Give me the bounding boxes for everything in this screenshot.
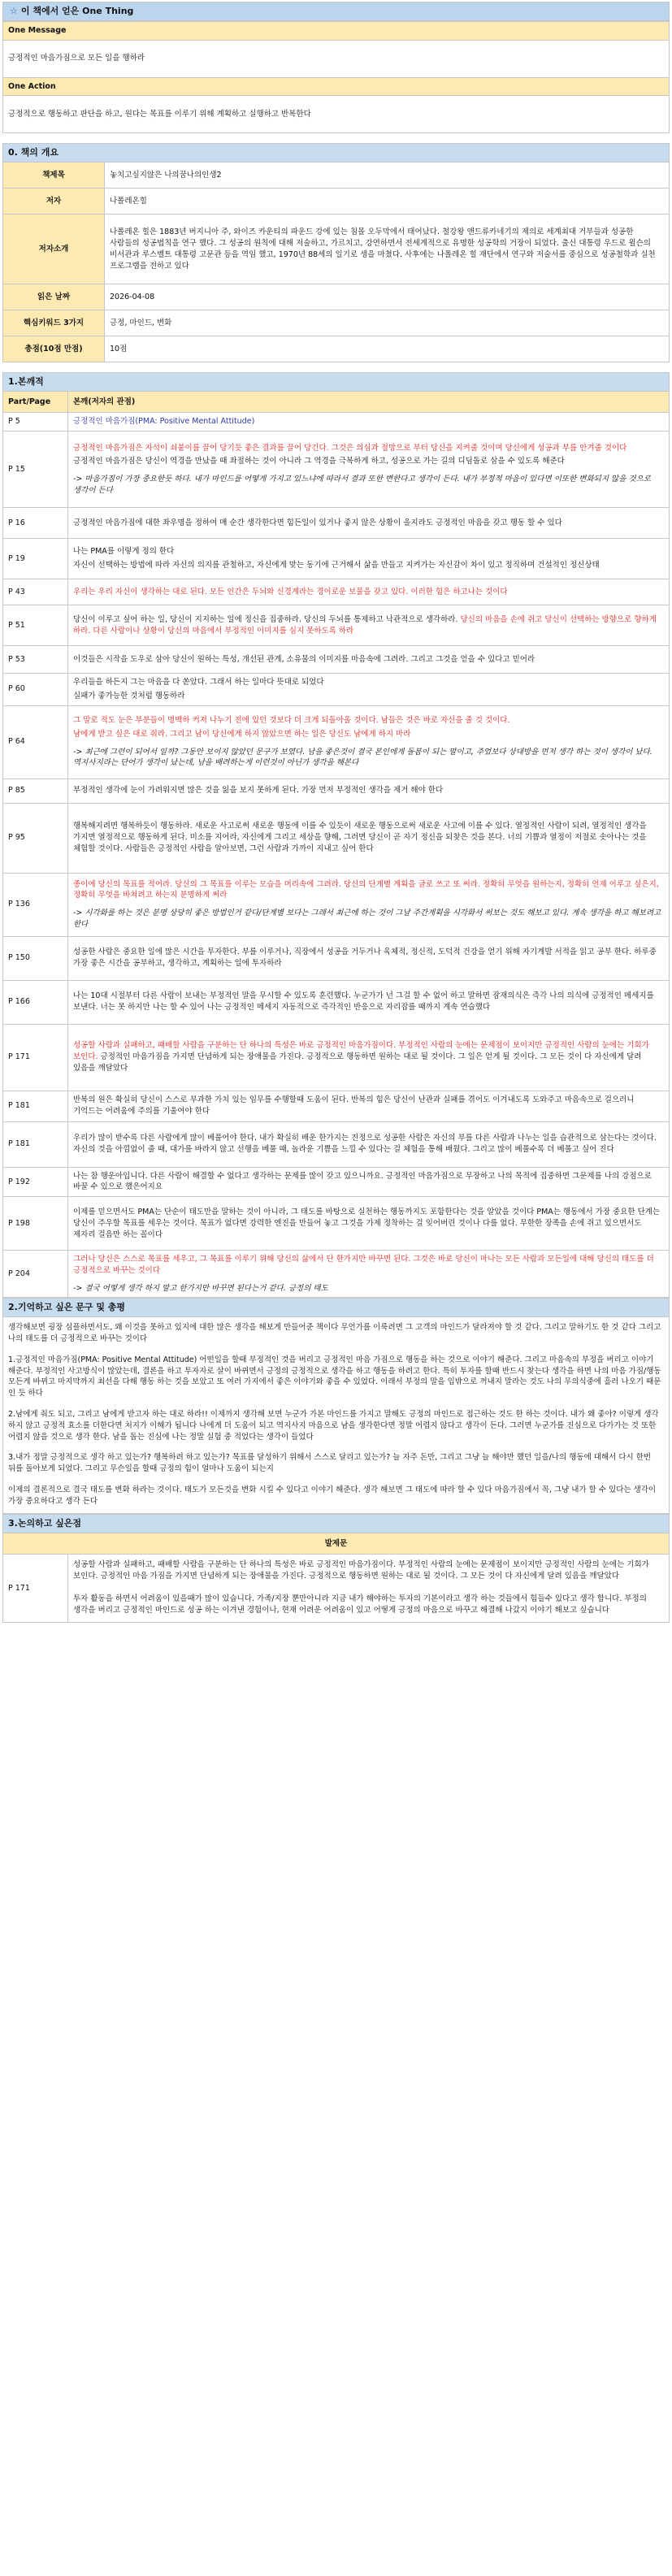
page-ref: P 166 bbox=[3, 980, 68, 1024]
page-ref: P 204 bbox=[3, 1251, 68, 1298]
summary-paragraph: 2.남에게 줘도 되고, 그리고 남에게 받고자 하는 대로 하라!! 이제까지 생각해 보면 누군가 가본 마인드를 가지고 말해도 긍정의 마인드로 접근하는 것도 한 하는 것이다. 내가 왜 좋아? 이렇게 생각 하지 않고 긍정적 효소를 더한다면 처지가 이해가 됩니다 나에게 더 도움이 되고 역지사지 마음으로 남을 생각한다면 정말 어렵지 않다고 생각이 든다. 그러면 누군가를 진심으로 다가가는 것 또한 어렵지 않을 것으로 생각 한다. 남을 돕는 진심에 나는 정말 실험 중 적었다는 생각이 들었다 bbox=[8, 1410, 659, 1442]
summary-paragraph: 1.긍정적인 마음가짐(PMA: Positive Mental Attitude) 어떤일을 할때 부정적인 것을 버리고 긍정적인 마음 가짐으로 행동을 하는 것으로 이야기 해준다. 그리고 마음속의 부정을 버리고 이야기 해준다. 부정적인 사고방식이 많았는데, 결론을 하고 투자자로 살이 바뀌면서 긍정의 긍정적으로 생각을 하고 행동을 하려고 한다. 특히 투자를 할때 반드시 찾는다 생각을 하면 나의 마음 가짐/행동 모든게 바뀌고 마지막까지 최선을 다해 행동 하는 것을 보았고 또 여러 가지에서 좋은 이야기와 좋을 수 있었다. 이래서 부정의 말을 입밖으로 꺼내지 말라는 것도 나의 무의식중에 흘러 나오기 때문 인 듯 하다 bbox=[8, 1355, 661, 1399]
row-paragraph bbox=[73, 443, 664, 454]
overview-table bbox=[2, 143, 670, 362]
row-body bbox=[68, 705, 670, 778]
page-ref: P 19 bbox=[3, 539, 68, 579]
table-row bbox=[3, 432, 670, 508]
row-paragraph: 남에게 받고 싶은 대로 줘라. 그리고 남이 당신에게 하지 않았으면 하는 일은 당신도 남에게 하지 마라 bbox=[73, 729, 411, 739]
page-ref: P 53 bbox=[3, 646, 68, 674]
table-row bbox=[3, 605, 670, 646]
one-message-label: One Message bbox=[3, 21, 670, 40]
row-paragraph: 나는 10대 시절부터 다른 사람이 보내는 부정적인 말을 무시할 수 있도록 훈련했다. 누군가가 넌 그걸 할 수 없어 하고 말하면 잠재의식은 즉각 나의 의식에 긍정적인 메세지를 보낸다. 너는 못 하지만 나는 할 수 있어 나는 긍정적인 메세지 자동적으로 즉각적인 반응으로 자리잡를 때까지 계속 연습했다 bbox=[73, 991, 654, 1013]
page-ref: P 16 bbox=[3, 508, 68, 539]
row-paragraph: 반복의 원은 확실히 당신이 스스로 부과한 가치 있는 임무를 수행할때 도움이 된다. 반복의 힘은 당신이 난관과 실패를 겪어도 이겨내도록 도와주고 마음속으로 걸으러니 기억드는 어려움에 주의를 기울여야 한다 bbox=[73, 1095, 635, 1117]
col-header-body: 본깨(저자의 관점) bbox=[68, 392, 670, 413]
one-thing-title bbox=[2, 2, 670, 21]
star-icon: ☆ bbox=[10, 6, 18, 16]
page-ref: P 171 bbox=[3, 1024, 68, 1091]
table-row bbox=[3, 1555, 670, 1623]
row-body bbox=[68, 1024, 670, 1091]
row-paragraph: -> 시각화를 하는 것은 분명 상당히 좋은 방법인거 같다/단계별 보다는 그래서 최근에 하는 것이 그날 주간계획을 시각화서 써보는 것도 해보고 있다. 계속 생각을 하고 해보려고 한다 bbox=[73, 909, 661, 929]
row-paragraph: 긍정적인 마음가짐에 대한 좌우명을 정하여 매 순간 생각한다면 힘든일이 있거나 좋지 않은 상황이 올지라도 긍정적인 마음을 갖고 행동 할 수 있다 bbox=[73, 518, 562, 527]
row-body bbox=[68, 936, 670, 980]
col-header-page: Part/Page bbox=[3, 392, 68, 413]
row-paragraph: -> 최근에 그런이 되어서 일까? 그동안 보이지 않았던 문구가 보였다. 남을 좋은것이 결국 본인에게 돌봄이 되는 말이고, 주었보다 상대방을 먼저 생각 하는 것이 생각이 났다. 역지사지라는 단어가 생각이 났는데, 남을 배려하는게 이런것이 아닌가 생각을 해본다 bbox=[73, 747, 652, 768]
main-rows bbox=[3, 413, 670, 1298]
discussion-title: 3.논의하고 싶은점 bbox=[3, 1515, 670, 1533]
table-row bbox=[3, 539, 670, 579]
row-paragraph: 나는 참 행운아입니다. 다른 사람이 해결할 수 없다고 생각하는 문제를 많이 갖고 있으니까요. 긍정적인 마음가짐으로 무장하고 나의 목적에 집중하면 그문제를 나의 강점으로 바꿀 수 있으로 했은어지요 bbox=[73, 1171, 652, 1192]
summary-body bbox=[3, 1317, 670, 1514]
one-thing-table bbox=[2, 21, 670, 134]
row-paragraph bbox=[73, 614, 664, 637]
summary-paragraph: 생각해보면 굉장 심플하면서도, 왜 이것을 못하고 있지에 대한 많은 생각을 해보게 만들어준 책이다 무언가를 이룩려면 그 고객의 마인드가 달라져야 할 것 같다. 그리고 말하기도 한 것 같다 그리고 나의 태도를 더 긍정적으로 바꾸는 것이다 bbox=[8, 1323, 661, 1344]
one-thing-box bbox=[2, 2, 670, 133]
row-body bbox=[68, 1091, 670, 1121]
paragraph-text: 당신이 이루고 싶어 하는 일, 당신이 지지하는 일에 정신을 집중하라. 당신의 두뇌를 통제하고 낙관적으로 생각하라. bbox=[73, 614, 461, 624]
page-ref: P 60 bbox=[3, 674, 68, 706]
row-paragraph: 긍정적인 마음가짐은 당신이 역경을 만났을 때 좌절하는 것이 아니라 그 역경을 극복하게 하고, 성공으로 가는 길의 디딤돌로 삼을 수 있도록 해준다 bbox=[73, 457, 565, 466]
overview-label: 저자소개 bbox=[3, 215, 105, 284]
row-paragraph: 우리는 우리 자신이 생각하는 대로 된다. 모든 인간은 두뇌와 신경계라는 경이로운 보물을 갖고 있다. 이러한 힘은 하고나는 것이다 bbox=[73, 587, 508, 596]
table-row bbox=[3, 873, 670, 936]
discussion-paragraph: 투자 활동을 하면서 어려움이 있을때가 많이 있습니다. 가족/지장 뿐만아니라 지금 내가 해야하는 투자의 기본이라고 생각 하는 것들에서 힘들수 있다고 생각 합니다. 부정의 생각을 버리고 긍정적인 마인드로 성공 하는 이겨낸 경험이나, 현재 어려운 어려움이 있고 어떻게 긍정의 마음으로 바꾸고 해결해 나갔지 이야기 해보고 싶습니다 bbox=[73, 1594, 647, 1615]
summary-paragraph: 이제의 결론적으로 결국 태도를 변화 하라는 것이다. 태도가 모든것을 변화 시킬 수 있다고 이야기 해준다. 생각 해보면 그 태도에 따라 할 수 있다 마음가짐에서 꼭, 그냥 내가 할 수 있다는 생각이 가장 중요하다고 생각 든다 bbox=[8, 1485, 657, 1506]
page-ref: P 150 bbox=[3, 936, 68, 980]
discussion-table bbox=[2, 1514, 670, 1623]
table-row bbox=[3, 1091, 670, 1121]
overview-value: 나폴레온힐 bbox=[105, 189, 670, 215]
paragraph-tail-text: 긍정적인 마음가짐을 가지면 단념하게 되는 장애물을 가진다. 긍정적으로 행동하면 원하는 대로 될 것이다. 그 일은 얻게 될 것이다. 그 모든 것이 다 자신에게 달려 있음을 깨달았다 bbox=[73, 1052, 642, 1073]
row-paragraph: 그 말로 적도 눈은 부분들이 명백하 커져 나누기 전에 있던 것보다 더 크게 되돌아올 것이다. 남들은 것은 바로 자신을 줄 것 것이다. bbox=[73, 716, 510, 726]
page-ref: P 5 bbox=[3, 413, 68, 432]
overview-label: 총점(10점 만점) bbox=[3, 336, 105, 362]
paragraph-text: 성공할 사람과 실패하고, 패배할 사람을 구분하는 단 하나의 특성은 바로 긍정적인 마음가짐이다. 부정적인 사람의 눈에는 문제점이 보이지만 긍정적인 사람의 눈에는 기회가 보인다. bbox=[73, 1041, 649, 1062]
row-body bbox=[68, 646, 670, 674]
overview-value: 놓치고싶지않은 나의꿈나의인생2 bbox=[105, 163, 670, 189]
overview-label: 책제목 bbox=[3, 163, 105, 189]
page-ref: P 181 bbox=[3, 1121, 68, 1167]
table-row bbox=[3, 778, 670, 803]
page-ref: P 198 bbox=[3, 1197, 68, 1251]
row-body bbox=[68, 803, 670, 873]
discussion-body bbox=[68, 1555, 670, 1623]
table-row bbox=[3, 1167, 670, 1197]
row-paragraph: 긍정적인 마음가짐(PMA: Positive Mental Attitude) bbox=[73, 417, 255, 427]
summary-paragraph: 3.내가 정말 긍정적으로 생각 하고 있는가? 행복하려 하고 있는가? 목표를 달성하기 위해서 스스로 달리고 있는가? 늘 자주 돈만, 그리고 그냥 늘 해야만 했던 일을/나의 행동에 대해서 다시 한번 뒤를 돌아보게 되었다. 그리고 무슨일을 할때 긍정의 힘이 얼마나 도움이 되는지 bbox=[8, 1453, 652, 1474]
row-paragraph: 나는 PMA를 이렇게 정의 한다 bbox=[73, 547, 175, 557]
row-body bbox=[68, 539, 670, 579]
table-row bbox=[3, 508, 670, 539]
row-body bbox=[68, 980, 670, 1024]
row-body bbox=[68, 413, 670, 432]
row-body bbox=[68, 778, 670, 803]
page-ref: P 95 bbox=[3, 803, 68, 873]
highlight-text: 긍정적인 마음가짐은 자석이 쇠붙이를 끌어 당기듯 좋은 결과를 끌어 당긴다. 그것은 의심과 절망으로 부터 당신을 지켜줄 것이며 당신에게 성공과 부를 안겨줄 것이다 bbox=[73, 443, 627, 453]
row-paragraph: 부정적인 생각에 눈이 가려워지면 많은 것을 잃을 보지 못하게 된다. 가장 먼저 부정적인 생각을 제거 해야 한다 bbox=[73, 786, 444, 796]
overview-value: 10점 bbox=[105, 336, 670, 362]
table-row bbox=[3, 579, 670, 605]
row-body bbox=[68, 605, 670, 646]
row-body bbox=[68, 432, 670, 508]
row-paragraph: 우리가 많이 받수록 다른 사람에게 많이 베풀어야 한다. 내가 확실히 배운 한가지는 진정으로 성공한 사람은 자신의 부를 다른 사람과 나누는 일을 습관적으로 삼는다는 것이다. 자신의 것을 아낌없이 줄 때, 대가를 바라지 않고 선행을 베풀 때, 놀라운 기쁨을 느낄 수 있다는 걸 체험을 통해 배웠다. 그리고 많이 베풀수록 더 베풀고 싶어 진다 bbox=[73, 1134, 657, 1155]
row-paragraph: 행복해지려면 행복하듯이 행동하라. 새로운 사고로써 새로운 행동에 이를 수 있듯이 새로운 행동으로써 새로운 사고에 이를 수 있다. 열정적인 사람이 되려, 열정적인 생각을 가지면 열정적으로 행동하게 된다. 미소를 지어라, 자신에게 그리고 세상을 향해, 그러면 당신이 곧 자기 정신을 되찾은 것을 본다. 너의 기쁨과 열정이 저절로 솟아나는 것을 체험할 것이다. 사람들은 긍정적인 사람을 알아보면, 그런 사람과 가까이 지내고 싶어 한다 bbox=[73, 822, 647, 854]
row-body bbox=[68, 1167, 670, 1197]
page-ref: P 171 bbox=[3, 1555, 68, 1623]
table-row bbox=[3, 705, 670, 778]
discussion-rows bbox=[3, 1555, 670, 1623]
row-body bbox=[68, 1197, 670, 1251]
row-paragraph: -> 마음가짐이 가장 중요한듯 하다. 내가 마인드를 어떻게 가지고 있느냐에 따라서 결과 또한 변한다고 생각이 든다. 내가 부정적 마음이 있다면 이또한 변화되지 않을 것으로 생각이 든다 bbox=[73, 475, 651, 495]
table-row bbox=[3, 1251, 670, 1298]
overview-value: 긍정, 마인드, 변화 bbox=[105, 310, 670, 336]
main-title: 1.본깨적 bbox=[3, 373, 670, 392]
page-ref: P 192 bbox=[3, 1167, 68, 1197]
main-table bbox=[2, 372, 670, 1298]
one-action-label: One Action bbox=[3, 77, 670, 96]
overview-title: 0. 책의 개요 bbox=[3, 144, 670, 163]
table-row bbox=[3, 1121, 670, 1167]
row-body bbox=[68, 508, 670, 539]
discussion-paragraph: 성공할 사람과 실패하고, 패배할 사람을 구분하는 단 하나의 특성은 바로 긍정적인 마음가짐이다. 부정적인 사람의 눈에는 문제점이 보이지만 긍정적인 사람의 눈에는 기회가 보인다. 긍정적인 마음 가짐을 가지면 단념하게 되는 장애물을 가진다. 긍정적으로 행동하면 원하는 대로 될 것이다. 그 모든 것이 다 자신에게 달려 있음을 깨달았다 bbox=[73, 1560, 649, 1581]
row-paragraph: -> 결국 어떻게 생각 하지 말고 한가지만 바꾸면 된다는거 같다. 긍정의 태도 bbox=[73, 1283, 328, 1293]
row-body bbox=[68, 674, 670, 706]
table-row bbox=[3, 936, 670, 980]
row-paragraph: 성공한 사람은 중요한 일에 많은 시간을 투자한다. 부를 이루거나, 직장에서 성공을 거두거나 육체적, 정신적, 도덕적 건강을 얻기 위해 자기계발 서적을 읽고 공부 한다. 하루중 가장 좋은 시간을 공부하고, 생각하고, 계획하는 일에 투자하라 bbox=[73, 948, 657, 969]
table-row bbox=[3, 646, 670, 674]
page-ref: P 15 bbox=[3, 432, 68, 508]
summary-table bbox=[2, 1298, 670, 1514]
row-body bbox=[68, 1121, 670, 1167]
table-row bbox=[3, 674, 670, 706]
row-paragraph: 이것들은 시작을 도우로 삼아 당신이 원하는 특성, 개선된 관계, 소유물의 이미지를 마음속에 그려라. 그리고 그것을 얻을 수 있다고 믿어라 bbox=[73, 654, 535, 664]
overview-value: 2026-04-08 bbox=[105, 284, 670, 310]
summary-title: 2.기억하고 싶은 문구 및 총평 bbox=[3, 1299, 670, 1317]
table-row bbox=[3, 1024, 670, 1091]
row-body bbox=[68, 873, 670, 936]
page-ref: P 181 bbox=[3, 1091, 68, 1121]
table-row bbox=[3, 413, 670, 432]
one-message-value: 긍정적인 마음가짐으로 모든 일을 행하라 bbox=[3, 40, 670, 77]
table-row bbox=[3, 980, 670, 1024]
row-paragraph: 이제를 믿으면서도 PMA는 단순이 태도만을 말하는 것이 아니라, 그 태도를 바탕으로 실천하는 행동까지도 포함한다는 것을 알았을 것이다 PMA는 행동에서 가장 중요한 단계는 당신이 주우할 목표를 세우는 것이다. 목표가 없다면 강력한 엔진을 만들어 놓고 그것을 가제 정착하는 걸 잊어버린 것이나 다를 없다. 무한한 장족을 손에 쥐고 있으면서도 제자리 걸음만 하는 꼴이다 bbox=[73, 1208, 661, 1239]
page-ref: P 85 bbox=[3, 778, 68, 803]
overview-label: 저자 bbox=[3, 189, 105, 215]
overview-label: 읽은 날짜 bbox=[3, 284, 105, 310]
overview-label: 핵심키워드 3가지 bbox=[3, 310, 105, 336]
row-paragraph: 실패가 좋가능한 것처럼 행동하라 bbox=[73, 691, 185, 700]
row-paragraph: 자신이 선택하는 방법에 따라 자신의 의지를 관철하고, 자신에게 맞는 동기에 근거해서 삶을 만들고 지켜가는 자신감이 차이 있고 정직하며 건설적인 정신상태 bbox=[73, 561, 600, 570]
page-ref: P 43 bbox=[3, 579, 68, 605]
table-row bbox=[3, 803, 670, 873]
page-ref: P 136 bbox=[3, 873, 68, 936]
row-paragraph: 종이에 당신의 목표를 적어라. 당신의 그 목표를 이루는 모습을 머리속에 그려라. 당신의 단계별 계획을 글로 쓰고 또 써라. 정확히 무엇을 원하는지, 정확히 언제 이루고 싶은지, 정확히 무엇을 바쳐려고 하는지 분명하게 써라 bbox=[73, 879, 659, 900]
one-action-value: 긍정적으로 행동하고 판단을 하고, 원다는 목표를 이루기 위해 계획하고 실행하고 반복한다 bbox=[3, 96, 670, 133]
row-paragraph: 그러나 당신은 스스로 목표를 세우고, 그 목표를 이루기 위해 당신의 삶에서 단 한가지만 바꾸면 된다. 그것은 바로 당신이 마나는 모든 사람과 모든일에 대해 당신의 태도를 더 긍정적으로 바꾸는 것이다 bbox=[73, 1255, 654, 1275]
page-ref: P 51 bbox=[3, 605, 68, 646]
discussion-subheader: 발제문 bbox=[3, 1533, 670, 1555]
row-paragraph bbox=[73, 1040, 664, 1073]
page-ref: P 64 bbox=[3, 705, 68, 778]
table-row bbox=[3, 1197, 670, 1251]
row-body bbox=[68, 579, 670, 605]
row-paragraph: 우리들을 하든지 그는 마음을 다 쏟았다. 그래서 하는 일마다 뜻대로 되었다 bbox=[73, 678, 324, 687]
paragraph-tail-text: 당신의 마음을 손에 쥐고 당신이 선택하는 방향으로 향하게 하라. 다른 사람이나 상황이 당신의 마음에서 부정적인 이미지를 심지 못하도록 하라 bbox=[73, 614, 657, 635]
one-thing-title-text: 이 책에서 얻은 One Thing bbox=[20, 6, 134, 16]
overview-value: 나폴레온 힐은 1883년 버지니아 주, 와이즈 카운티의 파운드 강에 있는 침몰 오두막에서 태어났다. 철강왕 앤드류카네기의 제의로 세계최대 거부들과 성공한 사람들의 성공법칙을 연구 했다. 그 성공의 원칙에 대해 저술하고, 가르치고, 강연하면서 전세계적으로 유명한 성공학의 거장이 되었다. 출신 대통령 우드로 윌슨의 비서관과 루스벨트 대통령 고문관 등을 역임 했고, 1970년 88세의 일기로 생을 마쳤다. 사후에는 나폴레온 힐 재단에서 연구와 저술서를 중심으로 성공철학과 실천 프로그램을 전하고 있다 bbox=[105, 215, 670, 284]
row-body bbox=[68, 1251, 670, 1298]
